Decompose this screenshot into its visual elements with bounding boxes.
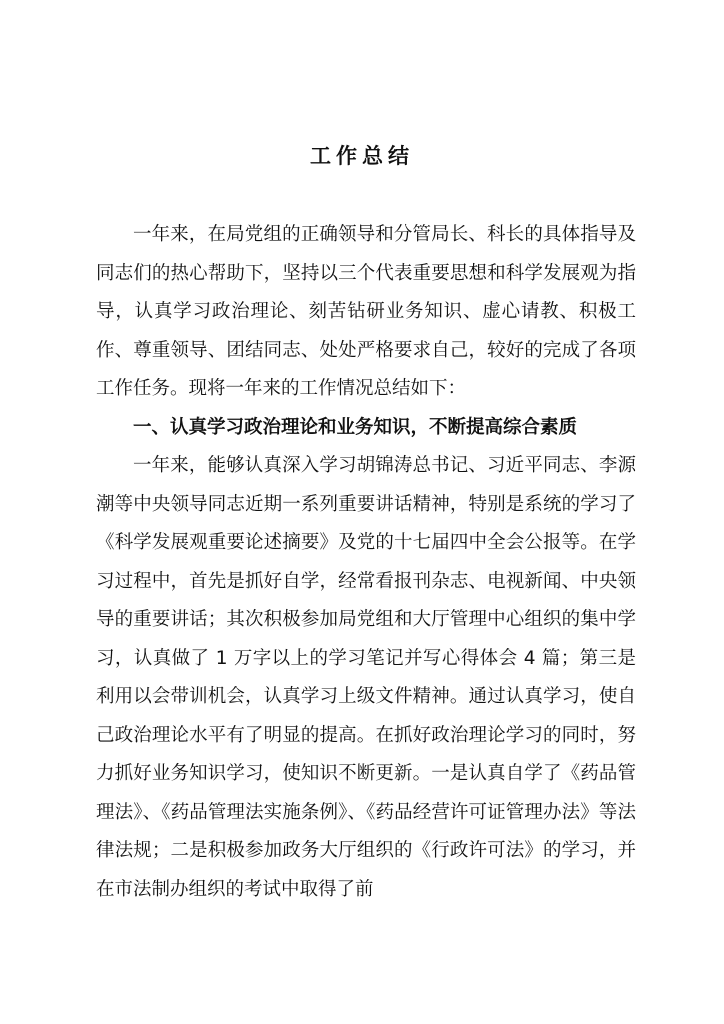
- document-body: [96, 216, 636, 909]
- document-title: 工作总结: [310, 144, 414, 168]
- section-heading-1: 一、认真学习政治理论和业务知识，不断提高综合素质: [133, 416, 578, 438]
- intro-paragraph: 一年来，在局党组的正确领导和分管局长、科长的具体指导及同志们的热心帮助下，坚持以三个代表重要思想和科学发展观为指导，认真学习政治理论、刻苦钻研业务知识、虚心请教、积极工作、尊重领导、团结同志、处处严格要求自己，较好的完成了各项工作任务。现将一年来的工作情况总结如下：: [96, 224, 636, 399]
- section-1-paragraph: 一年来，能够认真深入学习胡锦涛总书记、习近平同志、李源潮等中央领导同志近期一系列重要讲话精神，特别是系统的学习了《科学发展观重要论述摘要》及党的十七届四中全会公报等。在学习过程中，首先是抓好自学，经常看报刊杂志、电视新闻、中央领导的重要讲话；其次积极参加局党组和大厅管理中心组织的集中学习，认真做了 1 万字以上的学习笔记并写心得体会 4 篇；第三是利用以会带训机会，认真学习上级文件精神。通过认真学习，使自己政治理论水平有了明显的提高。在抓好政治理论学习的同时，努力抓好业务知识学习，使知识不断更新。一是认真自学了《药品管理法》、《药品管理法实施条例》、《药品经营许可证管理办法》等法律法规；二是积极参加政务大厅组织的《行政许可法》的学习，并在市法制办组织的考试中取得了前: [96, 455, 636, 900]
